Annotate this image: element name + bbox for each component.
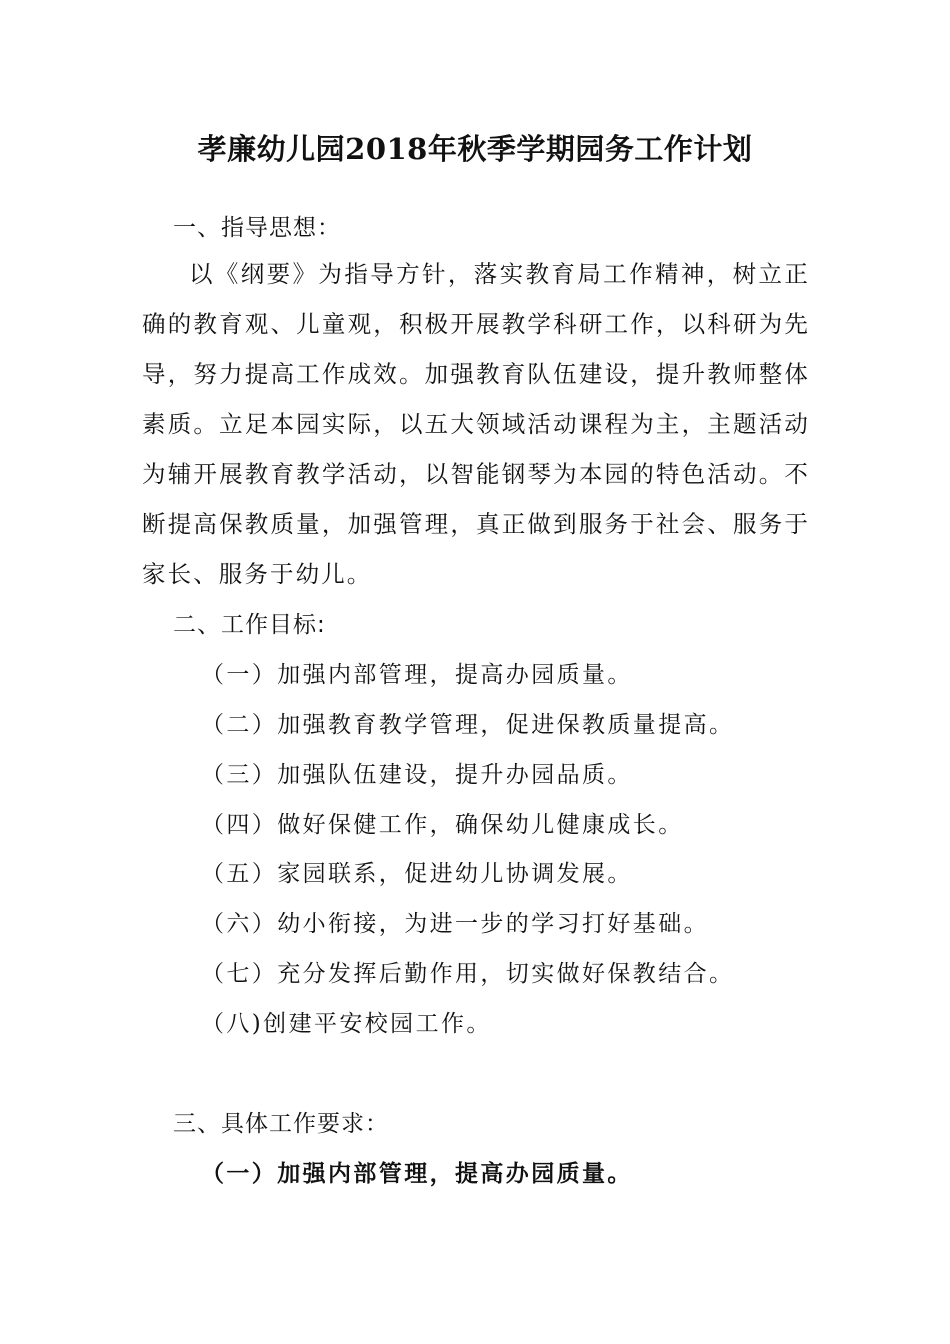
goal-item-6: （六）幼小衔接，为进一步的学习打好基础。 [201, 911, 709, 937]
goal-item-1: （一）加强内部管理，提高办园质量。 [201, 662, 633, 688]
goal-item-4: （四）做好保健工作，确保幼儿健康成长。 [201, 812, 684, 838]
document-title: 孝廉幼儿园2018年秋季学期园务工作计划 [197, 132, 753, 166]
section-1-heading: 一、指导思想： [173, 215, 341, 241]
goal-item-8: （八)创建平安校园工作。 [201, 1011, 492, 1037]
section-3-heading: 三、具体工作要求： [173, 1111, 389, 1137]
goal-item-3: （三）加强队伍建设，提升办园品质。 [201, 762, 633, 788]
section-3-subheading: （一）加强内部管理，提高办园质量。 [201, 1160, 633, 1187]
goal-item-5: （五）家园联系，促进幼儿协调发展。 [201, 861, 633, 887]
goal-item-2: （二）加强教育教学管理，促进保教质量提高。 [201, 712, 735, 738]
goal-item-7: （七）充分发挥后勤作用，切实做好保教结合。 [201, 961, 735, 987]
section-2-heading: 二、工作目标: [173, 612, 326, 638]
section-1-paragraph: 以《纲要》为指导方针，落实教育局工作精神，树立正确的教育观、儿童观，积极开展教学科研工作，以科研为先导，努力提高工作成效。加强教育队伍建设，提升教师整体素质。立足本园实际，以五大领域活动课程为主，主题活动为辅开展教育教学活动，以智能钢琴为本园的特色活动。不断提高保教质量，加强管理，真正做到服务于社会、服务于家长、服务于幼儿。 [142, 260, 810, 588]
